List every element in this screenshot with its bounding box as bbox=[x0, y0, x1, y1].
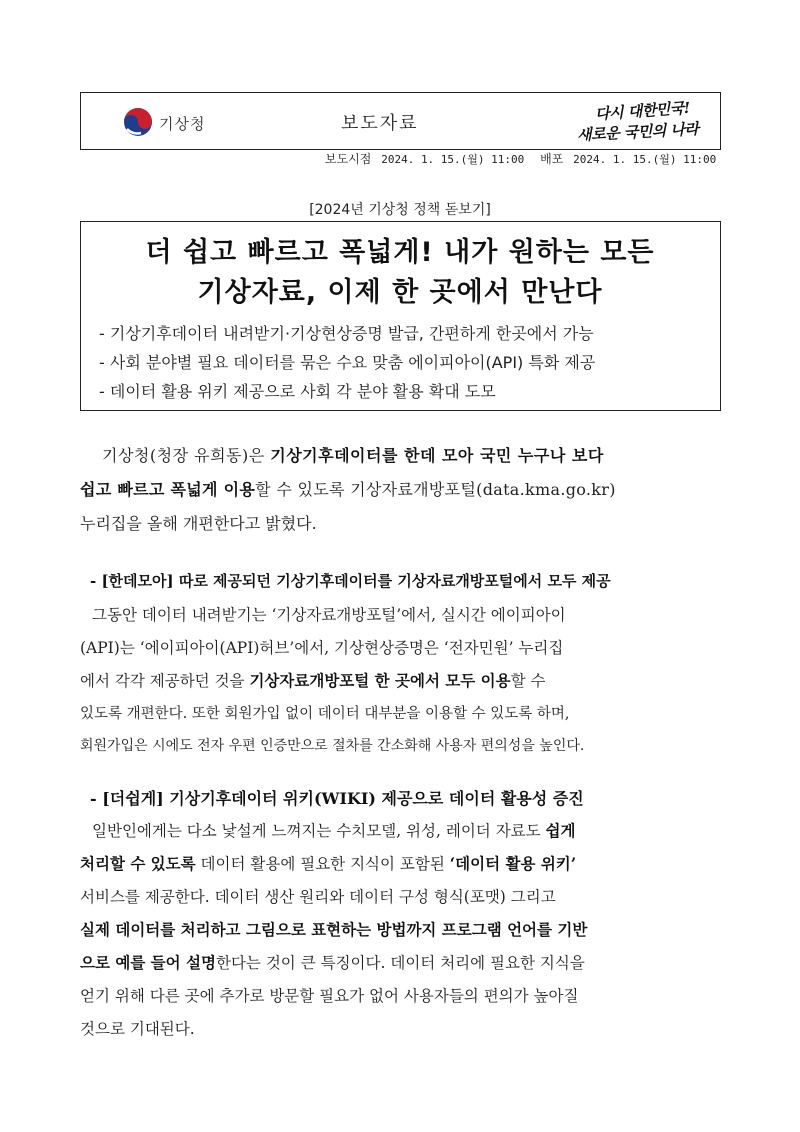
section-title-2: - [더쉽게] 기상기후데이터 위키(WIKI) 제공으로 데이터 활용성 증진 bbox=[90, 789, 584, 808]
headline-line-1: 더 쉽고 빠르고 폭넓게! 내가 원하는 모든 bbox=[145, 237, 655, 268]
section1-line: 있도록 개편한다. 또한 회원가입 없이 데이터 대부분을 이용할 수 있도록 하며, bbox=[80, 706, 570, 722]
document-type: 보도자료 bbox=[341, 113, 419, 134]
summary-item: - 기상기후데이터 내려받기·기상현상증명 발급, 간편하게 한곳에서 가능 bbox=[99, 324, 594, 343]
section2-line: 서비스를 제공한다. 데이터 생산 원리와 데이터 구성 형식(포맷) 그리고 bbox=[80, 888, 556, 906]
slogan-line-2: 새로운 국민의 나라 bbox=[576, 119, 699, 145]
summary-item: - 사회 분야별 필요 데이터를 묶은 수요 맞춤 에이피아이(API) 특화 제공 bbox=[99, 353, 596, 372]
section1-line: 회원가입은 시에도 전자 우편 인증만으로 절차를 간소화해 사용자 편의성을 높인다. bbox=[80, 738, 585, 754]
section2-line: 얻기 위해 다른 곳에 추가로 방문할 필요가 없어 사용자들의 편의가 높아질 bbox=[80, 987, 579, 1005]
slogan bbox=[528, 99, 698, 145]
headline-line-2: 기상자료, 이제 한 곳에서 만난다 bbox=[197, 277, 603, 308]
section1-line: 그동안 데이터 내려받기는 ‘기상자료개방포털’에서, 실시간 에이피아이 bbox=[92, 606, 566, 624]
taegeuk-logo-icon bbox=[121, 105, 155, 139]
section2-line: 으로 예를 들어 설명한다는 것이 큰 특징이다. 데이터 처리에 필요한 지식을 bbox=[80, 953, 585, 972]
agency-name: 기상청 bbox=[159, 115, 206, 133]
release-label: 보도시점 bbox=[325, 152, 372, 166]
intro-line: 쉽고 빠르고 폭넓게 이용할 수 있도록 기상자료개방포털(data.kma.go.kr) bbox=[80, 480, 616, 499]
section2-line: 처리할 수 있도록 데이터 활용에 필요한 지식이 포함된 ‘데이터 활용 위키’ bbox=[80, 854, 577, 873]
section2-line: 실제 데이터를 처리하고 그림으로 표현하는 방법까지 프로그램 언어를 기반 bbox=[80, 920, 588, 939]
distribution-label: 배포 bbox=[540, 152, 564, 166]
intro-line: 누리집을 올해 개편한다고 밝혔다. bbox=[80, 514, 317, 533]
summary-item: - 데이터 활용 위키 제공으로 사회 각 분야 활용 확대 도모 bbox=[99, 382, 496, 401]
release-date: 2024. 1. 15.(월) 11:00 bbox=[381, 153, 525, 166]
distribution-date: 2024. 1. 15.(월) 11:00 bbox=[573, 153, 717, 166]
agency-logo bbox=[121, 105, 241, 139]
intro-line: 기상청(청장 유희동)은 기상기후데이터를 한데 모아 국민 누구나 보다 bbox=[102, 446, 604, 465]
series-label: [2024년 기상청 정책 돋보기] bbox=[309, 202, 491, 218]
header-box bbox=[80, 92, 721, 150]
slogan-line-1: 다시 대한민국! bbox=[594, 98, 691, 124]
section1-line: (API)는 ‘에이피아이(API)허브’에서, 기상현상증명은 ‘전자민원’ 누리집 bbox=[80, 639, 564, 657]
headline-box bbox=[80, 221, 721, 411]
section2-line: 것으로 기대된다. bbox=[80, 1020, 195, 1038]
release-info bbox=[325, 150, 722, 167]
section2-line: 일반인에게는 다소 낯설게 느껴지는 수치모델, 위성, 레이더 자료도 쉽게 bbox=[92, 821, 576, 840]
section-title-1: - [한데모아] 따로 제공되던 기상기후데이터를 기상자료개방포털에서 모두 제공 bbox=[90, 572, 611, 590]
section1-line: 에서 각각 제공하던 것을 기상자료개방포털 한 곳에서 모두 이용할 수 bbox=[80, 671, 546, 690]
